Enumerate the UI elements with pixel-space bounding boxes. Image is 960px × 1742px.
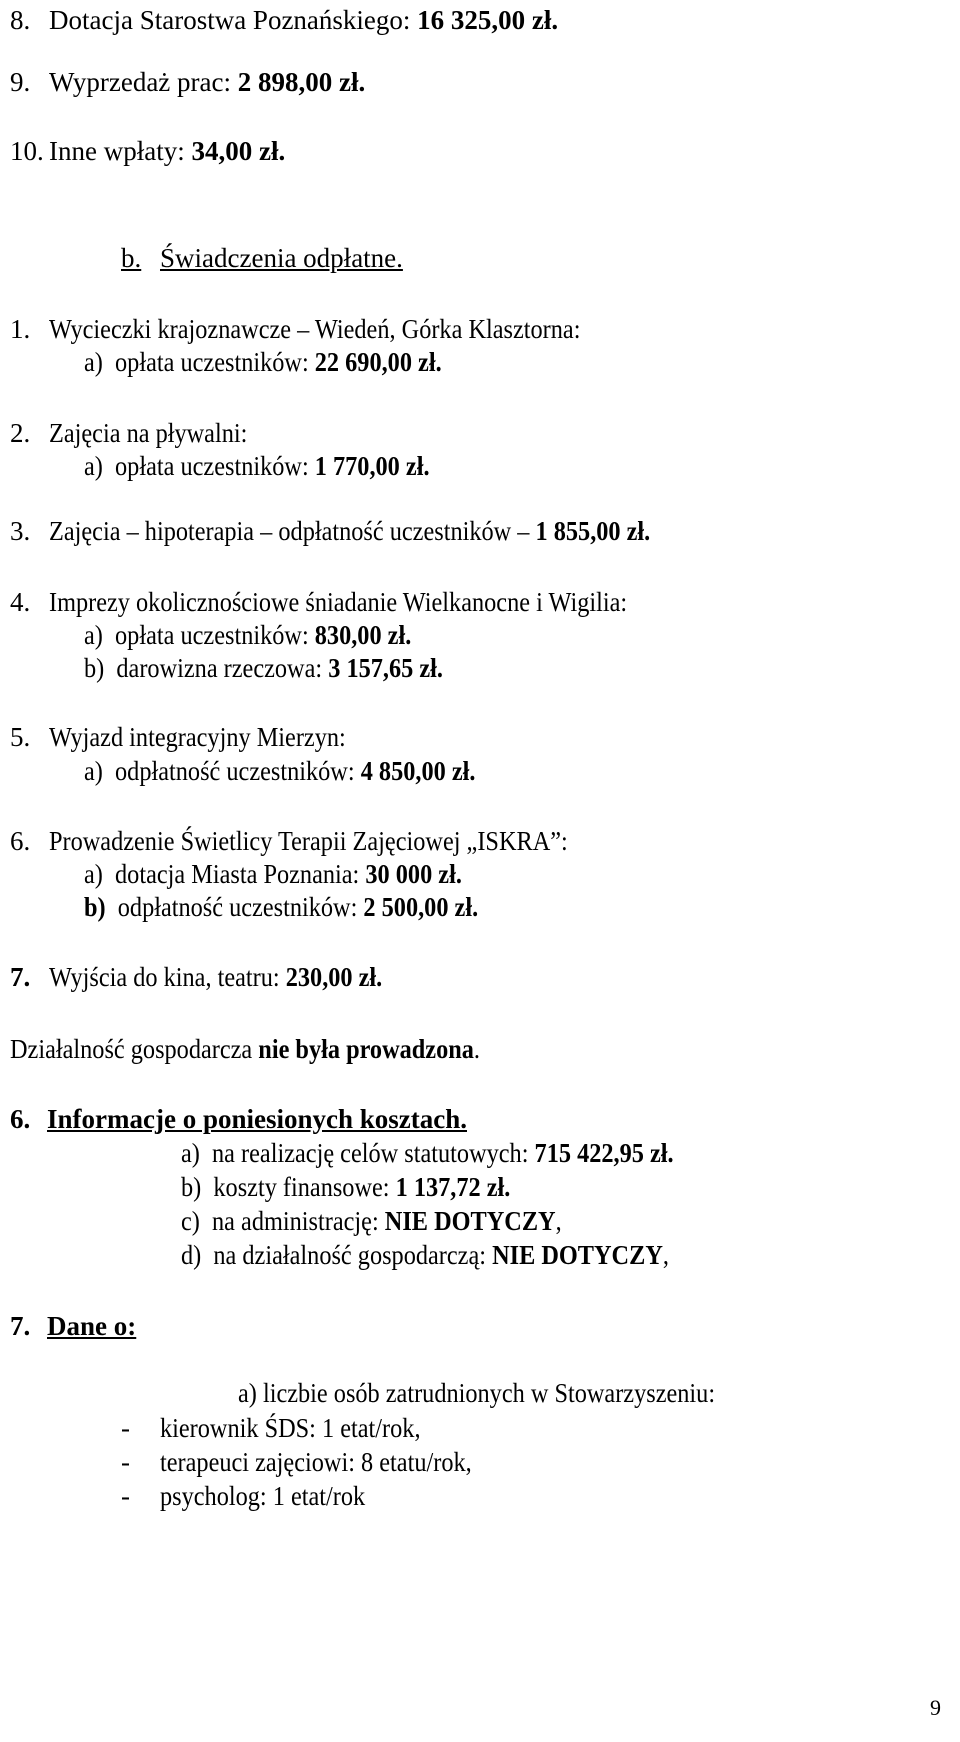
list-number: 1. xyxy=(10,314,31,344)
list-item: Wyprzedaż prac: 2 898,00 zł. xyxy=(49,67,366,97)
section-b-title: Świadczenia odpłatne. xyxy=(160,243,403,273)
employees-title: Dane o: xyxy=(47,1311,137,1341)
employees-subtitle: a) liczbie osób zatrudnionych w Stowarzyszeniu: xyxy=(238,1378,716,1408)
list-number: 8. xyxy=(10,5,31,35)
list-number: 2. xyxy=(10,418,31,448)
list-item-title: Zajęcia na pływalni: xyxy=(49,418,248,448)
section-number: 7. xyxy=(10,1311,31,1341)
list-number: 9. xyxy=(10,67,31,97)
section-b-letter: b. xyxy=(121,243,142,273)
list-subitem: b) odpłatność uczestników: 2 500,00 zł. xyxy=(84,892,479,922)
cost-item: a) na realizację celów statutowych: 715 422,95 zł. xyxy=(181,1138,674,1168)
list-number: 7. xyxy=(10,962,31,992)
cost-item: b) koszty finansowe: 1 137,72 zł. xyxy=(181,1172,511,1202)
list-subitem: a) opłata uczestników: 22 690,00 zł. xyxy=(84,347,442,377)
list-number: 5. xyxy=(10,722,31,752)
business-activity-line: Działalność gospodarcza nie była prowadzona. xyxy=(10,1034,480,1064)
list-item-title: Wycieczki krajoznawcze – Wiedeń, Górka Klasztorna: xyxy=(49,314,581,344)
section-number: 6. xyxy=(10,1104,31,1134)
list-subitem: a) opłata uczestników: 830,00 zł. xyxy=(84,620,412,650)
list-number: 4. xyxy=(10,587,31,617)
list-item: terapeuci zajęciowi: 8 etatu/rok, xyxy=(160,1447,472,1477)
dash-bullet: - xyxy=(121,1413,130,1443)
list-number: 3. xyxy=(10,516,31,546)
dash-bullet: - xyxy=(121,1481,130,1511)
list-item-title: Imprezy okolicznościowe śniadanie Wielkanocne i Wigilia: xyxy=(49,587,628,617)
list-subitem: a) odpłatność uczestników: 4 850,00 zł. xyxy=(84,756,476,786)
cost-item: c) na administrację: NIE DOTYCZY, xyxy=(181,1206,562,1236)
list-item: psycholog: 1 etat/rok xyxy=(160,1481,366,1511)
list-item-title: Prowadzenie Świetlicy Terapii Zajęciowej „ISKRA”: xyxy=(49,826,568,856)
page-number: 9 xyxy=(930,1695,941,1720)
list-item: Inne wpłaty: 34,00 zł. xyxy=(49,136,286,166)
list-item: Wyjścia do kina, teatru: 230,00 zł. xyxy=(49,962,383,992)
list-item: Zajęcia – hipoterapia – odpłatność uczestników – 1 855,00 zł. xyxy=(49,516,651,546)
list-item: kierownik ŚDS: 1 etat/rok, xyxy=(160,1413,421,1443)
list-item-title: Wyjazd integracyjny Mierzyn: xyxy=(49,722,346,752)
list-number: 6. xyxy=(10,826,31,856)
list-number: 10. xyxy=(10,136,44,166)
dash-bullet: - xyxy=(121,1447,130,1477)
cost-item: d) na działalność gospodarczą: NIE DOTYCZY, xyxy=(181,1240,669,1270)
list-subitem: b) darowizna rzeczowa: 3 157,65 zł. xyxy=(84,653,443,683)
list-item: Dotacja Starostwa Poznańskiego: 16 325,00 zł. xyxy=(49,5,559,35)
list-subitem: a) dotacja Miasta Poznania: 30 000 zł. xyxy=(84,859,462,889)
costs-title: Informacje o poniesionych kosztach. xyxy=(47,1104,467,1134)
list-subitem: a) opłata uczestników: 1 770,00 zł. xyxy=(84,451,430,481)
